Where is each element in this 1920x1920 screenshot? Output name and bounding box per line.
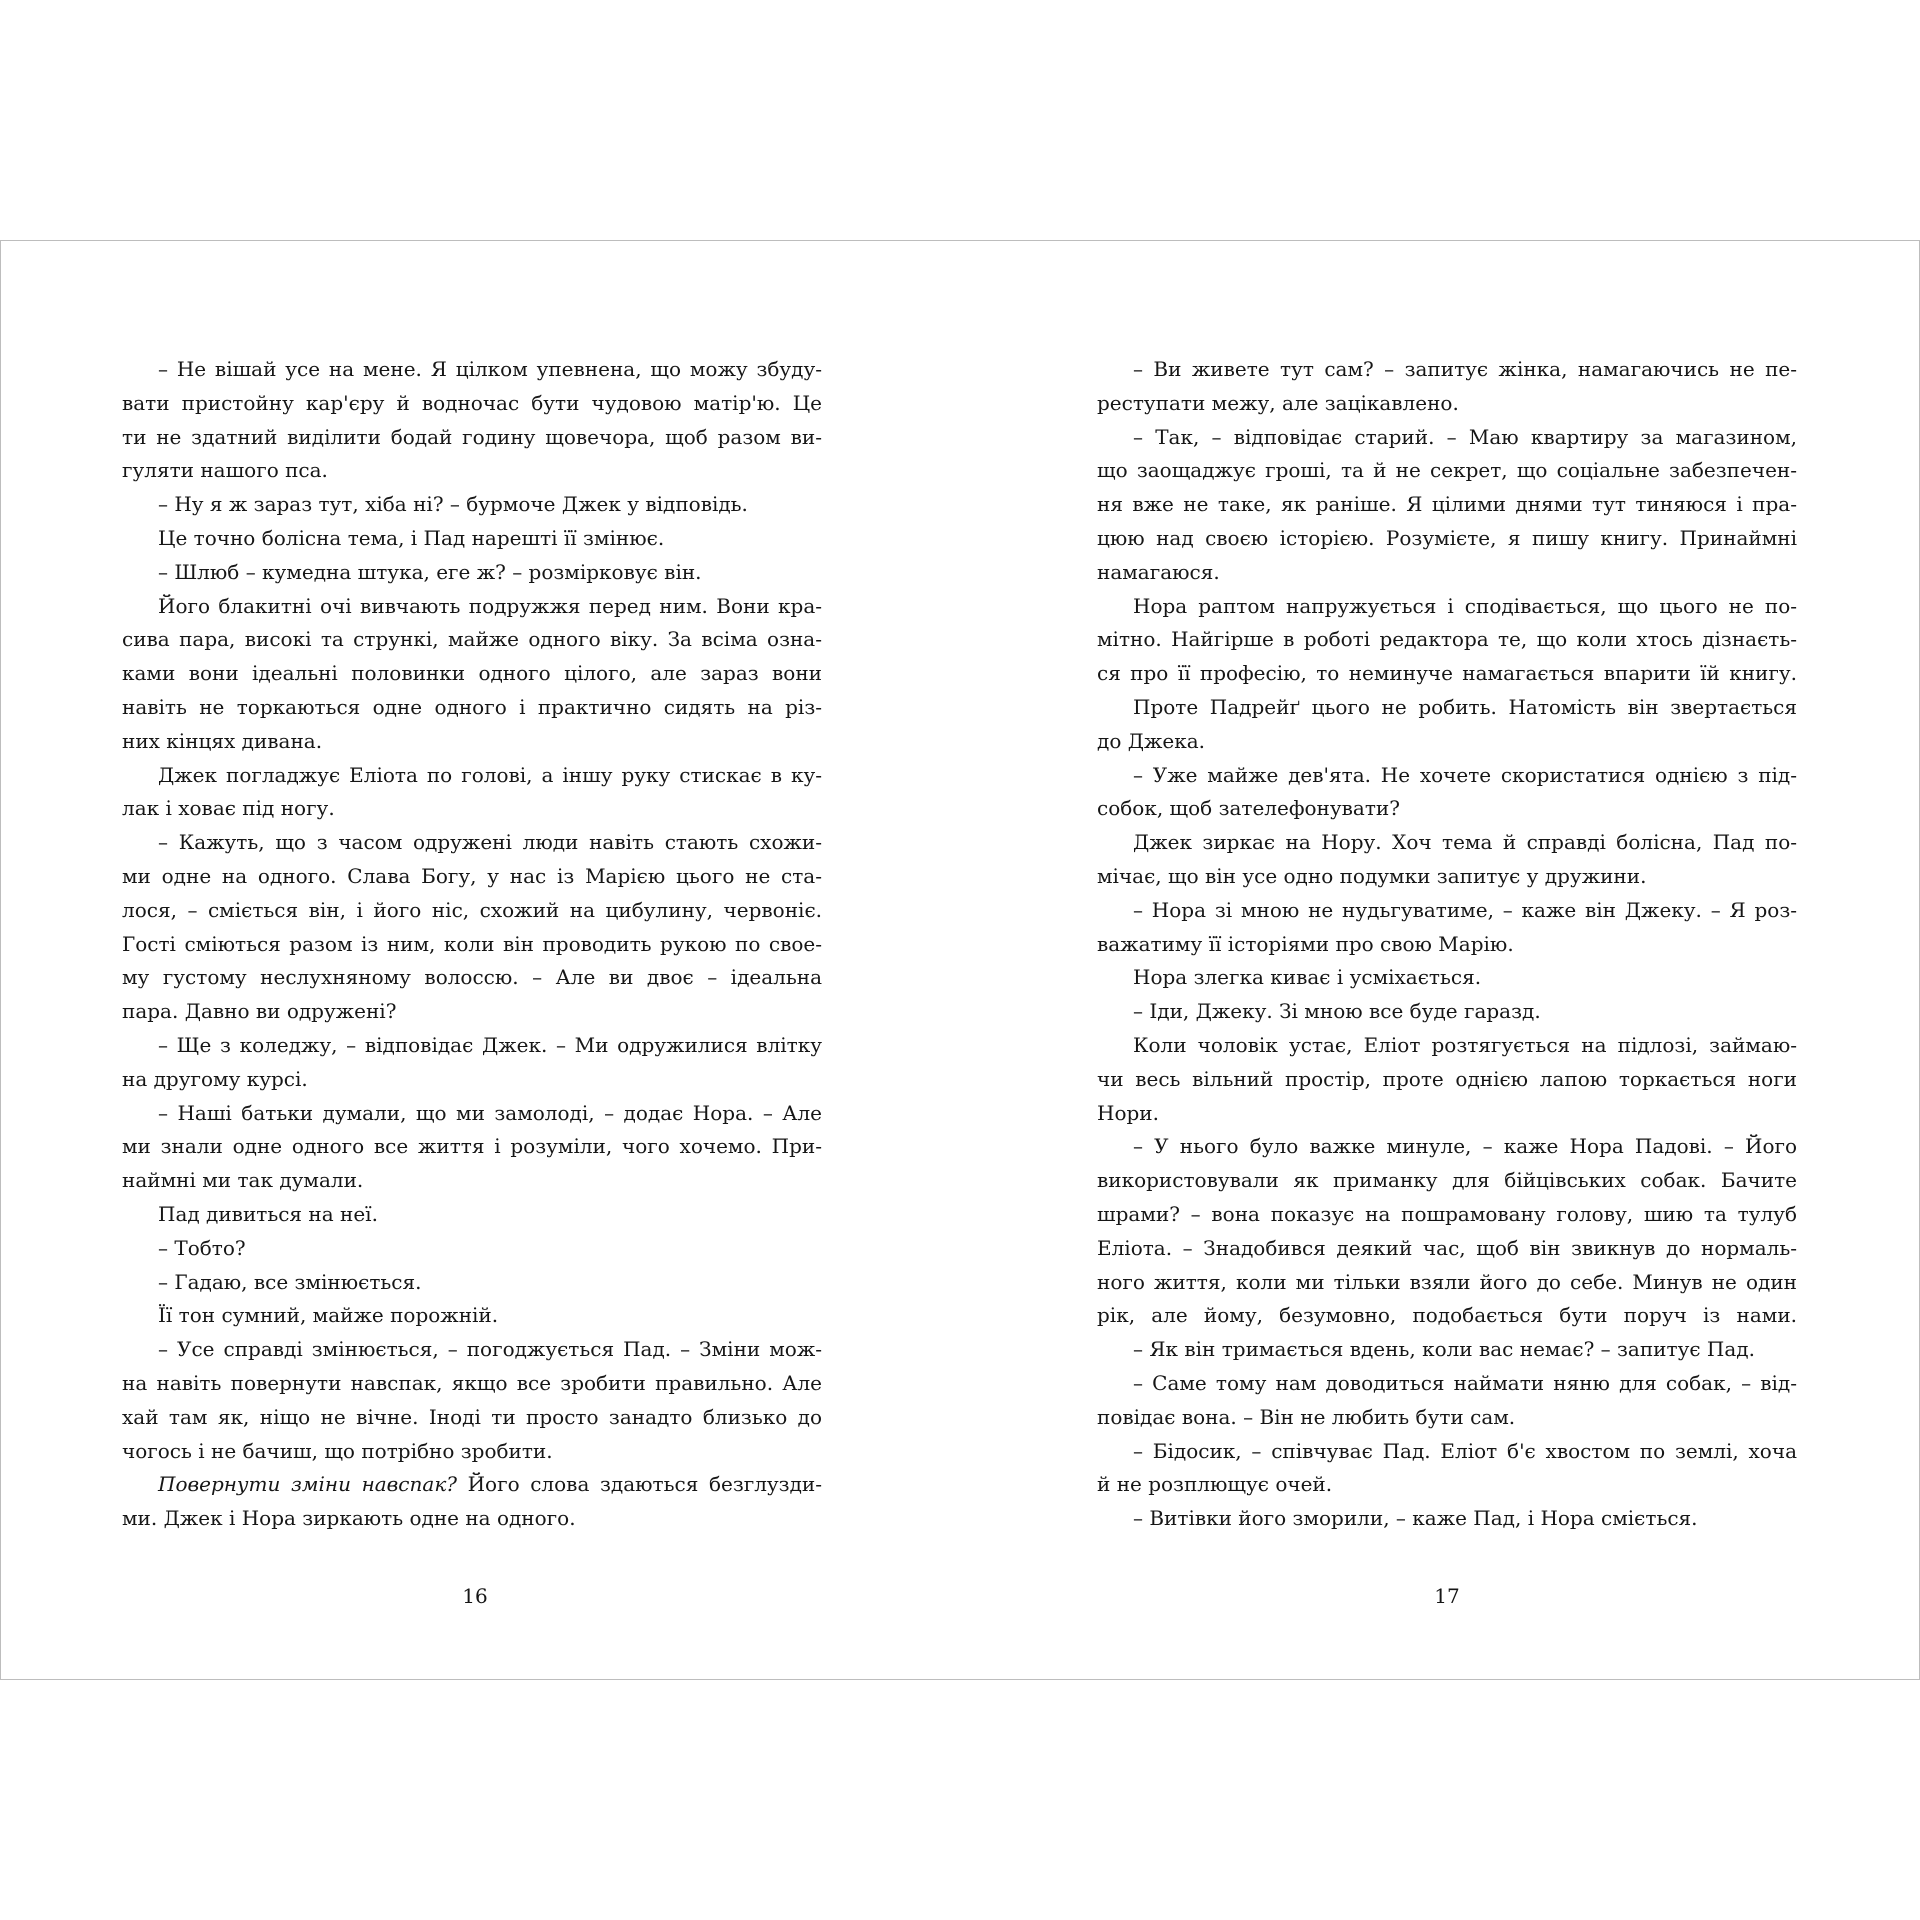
text-line: собок, щоб зателефонувати?: [1097, 796, 1400, 821]
text-line: сива пара, високі та стрункі, майже одного віку. За всіма озна-: [122, 627, 822, 652]
text-line: – Ну я ж зараз тут, хіба ні? – бурмоче Джек у відповідь.: [158, 492, 748, 517]
text-line: ками вони ідеальні половинки одного цілого, але зараз вони: [122, 661, 822, 686]
text-line: мітно. Найгірше в роботі редактора те, що коли хтось дізнаєть-: [1097, 627, 1797, 652]
text-line: ня вже не таке, як раніше. Я цілими днями тут тиняюся і пра-: [1097, 492, 1797, 517]
text-line: – У нього було важке минуле, – каже Нора Падові. – Його: [1133, 1134, 1797, 1159]
text-line: Коли чоловік устає, Еліот розтягується на підлозі, займаю-: [1133, 1032, 1797, 1057]
left-page-text: [122, 353, 822, 1536]
text-line: – Шлюб – кумедна штука, еге ж? – розмірковує він.: [158, 559, 702, 584]
text-line: Проте Падрейґ цього не робить. Натомість він звертається: [1133, 694, 1797, 719]
text-line: використовували як приманку для бійцівських собак. Бачите: [1097, 1168, 1797, 1193]
text-line: Нори.: [1097, 1100, 1159, 1125]
text-line: хай там як, ніщо не вічне. Іноді ти просто занадто близько до: [122, 1404, 822, 1429]
text-line: ся про її професію, то неминуче намагається впарити їй книгу.: [1097, 661, 1797, 686]
left-page-number: 16: [462, 1584, 488, 1608]
text-line: – Бідосик, – співчуває Пад. Еліот б'є хвостом по землі, хоча: [1133, 1438, 1797, 1463]
text-line: рік, але йому, безумовно, подобається бути поруч із нами.: [1097, 1303, 1797, 1328]
text-line: – Витівки його зморили, – каже Пад, і Нора сміється.: [1133, 1506, 1698, 1531]
text-line: лося, – сміється він, і його ніс, схожий на цибулину, червоніє.: [122, 897, 822, 922]
text-line: Пад дивиться на неї.: [158, 1201, 378, 1226]
text-line: на другому курсі.: [122, 1066, 308, 1091]
text-line: що заощаджує гроші, та й не секрет, що соціальне забезпечен-: [1097, 458, 1797, 483]
text-line: ного життя, коли ми тільки взяли його до себе. Минув не один: [1097, 1269, 1797, 1294]
text-line: – Ще з коледжу, – відповідає Джек. – Ми одружилися влітку: [158, 1032, 822, 1057]
text-line: Нора злегка киває і усміхається.: [1133, 965, 1482, 990]
text-line: гуляти нашого пса.: [122, 458, 328, 483]
text-line: ти не здатний виділити бодай годину щовечора, щоб разом ви-: [122, 424, 822, 449]
text-line: Джек погладжує Еліота по голові, а іншу руку стискає в ку-: [158, 762, 822, 787]
text-line: – Саме тому нам доводиться наймати няню для собак, – від-: [1133, 1370, 1797, 1395]
text-line: лак і ховає під ногу.: [122, 796, 335, 821]
text-line: Гості сміються разом із ним, коли він проводить рукою по свое-: [122, 931, 822, 956]
italic-phrase: Повернути зміни навспак?: [158, 1472, 457, 1497]
text-line: – Гадаю, все змінюється.: [158, 1269, 422, 1294]
text-line: повідає вона. – Він не любить бути сам.: [1097, 1404, 1516, 1429]
text-line: – Не вішай усе на мене. Я цілком упевнена, що можу збуду-: [158, 357, 822, 381]
text-line: [122, 1468, 822, 1502]
text-line: чогось і не бачиш, що потрібно зробити.: [122, 1438, 553, 1463]
text-line: Нора раптом напружується і сподівається, що цього не по-: [1133, 593, 1797, 618]
book-spread: [0, 240, 1920, 1680]
line-rest: Його слова здаються безглузди-: [456, 1472, 822, 1497]
text-line: Еліота. – Знадобився деякий час, щоб він звикнув до нормаль-: [1097, 1235, 1797, 1260]
text-line: важатиму її історіями про свою Марію.: [1097, 931, 1514, 956]
text-line: – Нора зі мною не нудьгуватиме, – каже він Джеку. – Я роз-: [1133, 897, 1797, 922]
text-line: – Наші батьки думали, що ми замолоді, – додає Нора. – Але: [158, 1100, 822, 1125]
text-line: й не розплющує очей.: [1097, 1472, 1333, 1497]
text-line: пара. Давно ви одружені?: [122, 999, 397, 1024]
text-line: – Іди, Джеку. Зі мною все буде гаразд.: [1133, 999, 1541, 1024]
text-line: – Усе справді змінюється, – погоджується Пад. – Зміни мож-: [158, 1337, 822, 1362]
text-line: му густому неслухняному волоссю. – Але ви двоє – ідеальна: [122, 965, 822, 990]
text-line: – Уже майже дев'ята. Не хочете скористатися однією з під-: [1133, 762, 1797, 787]
text-line: цюю над своєю історією. Розумієте, я пишу книгу. Принаймні: [1097, 525, 1797, 550]
right-page-number: 17: [1434, 1584, 1460, 1608]
text-line: Джек зиркає на Нору. Хоч тема й справді болісна, Пад по-: [1133, 830, 1797, 855]
text-line: на навіть повернути навспак, якщо все зробити правильно. Але: [122, 1370, 822, 1395]
text-line: Її тон сумний, майже порожній.: [158, 1303, 499, 1328]
text-line: наймні ми так думали.: [122, 1168, 364, 1193]
text-line: вати пристойну кар'єру й водночас бути чудовою матір'ю. Це: [122, 390, 822, 415]
text-line: ми знали одне одного все життя і розуміли, чого хочемо. При-: [122, 1134, 822, 1159]
right-page-text: [1097, 353, 1797, 1536]
text-line: до Джека.: [1097, 728, 1205, 753]
text-line: шрами? – вона показує на пошрамовану голову, шию та тулуб: [1097, 1201, 1797, 1226]
text-line: Його блакитні очі вивчають подружжя перед ним. Вони кра-: [158, 593, 822, 618]
text-line: Це точно болісна тема, і Пад нарешті її змінює.: [158, 525, 665, 550]
text-line: ми одне на одного. Слава Богу, у нас із Марією цього не ста-: [122, 863, 822, 888]
text-line: них кінцях дивана.: [122, 728, 323, 753]
text-line: намагаюся.: [1097, 559, 1220, 584]
text-line: – Тобто?: [158, 1235, 246, 1260]
text-line: – Як він тримається вдень, коли вас немає? – запитує Пад.: [1133, 1337, 1755, 1362]
text-line: чи весь вільний простір, проте однією лапою торкається ноги: [1097, 1066, 1797, 1091]
text-line: ми. Джек і Нора зиркають одне на одного.: [122, 1506, 576, 1531]
text-line: мічає, що він усе одно подумки запитує у дружини.: [1097, 863, 1647, 888]
text-line: реступати межу, але зацікавлено.: [1097, 390, 1459, 415]
text-line: навіть не торкаються одне одного і практично сидять на різ-: [122, 694, 822, 719]
text-line: – Ви живете тут сам? – запитує жінка, намагаючись не пе-: [1133, 357, 1797, 381]
text-line: – Кажуть, що з часом одружені люди навіть стають схожи-: [158, 830, 822, 855]
text-line: – Так, – відповідає старий. – Маю квартиру за магазином,: [1133, 424, 1797, 449]
